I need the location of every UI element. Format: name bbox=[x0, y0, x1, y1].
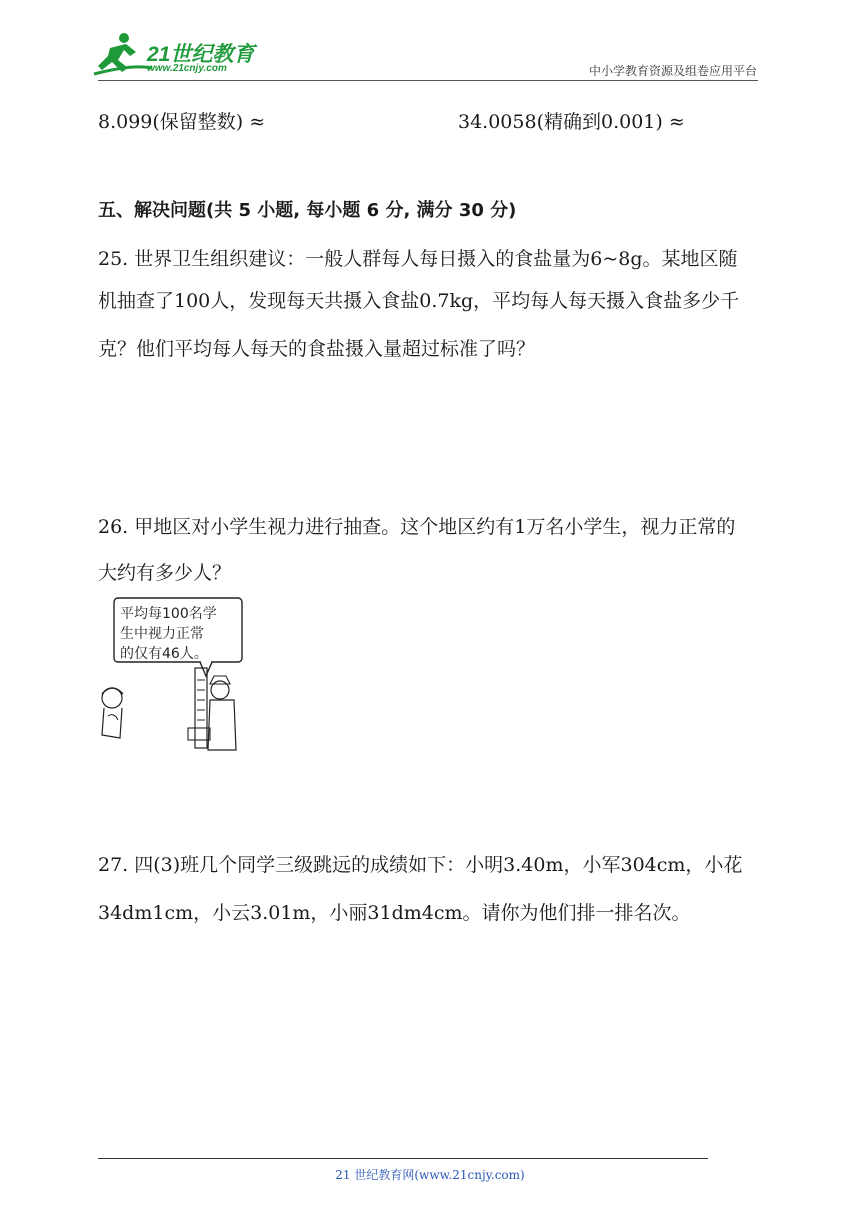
eye-test-illustration bbox=[96, 590, 246, 755]
logo-name: 21世纪教育 bbox=[147, 43, 255, 66]
q25-line1: 25. 世界卫生组织建议：一般人群每人每日摄入的食盐量为6~8g。某地区随 bbox=[98, 248, 738, 270]
logo-url: www.21cnjy.com bbox=[147, 63, 227, 74]
q27-line2: 34dm1cm，小云3.01m，小丽31dm4cm。请你为他们排一排名次。 bbox=[98, 902, 691, 924]
section-title: 五、解决问题(共 5 小题, 每小题 6 分, 满分 30 分) bbox=[98, 200, 517, 221]
q27-line1: 27. 四(3)班几个同学三级跳远的成绩如下：小明3.40m，小军304cm，小花 bbox=[98, 854, 743, 876]
q25-line2: 机抽查了100人，发现每天共摄入食盐0.7kg，平均每人每天摄入食盐多少千 bbox=[98, 290, 740, 312]
platform-caption: 中小学教育资源及组卷应用平台 bbox=[588, 64, 757, 78]
q26-line2: 大约有多少人？ bbox=[98, 562, 232, 584]
rounding-left: 8.099(保留整数) ≈ bbox=[98, 111, 266, 133]
bubble-line1: 平均每100名学 bbox=[120, 606, 217, 622]
footer-text: 21 世纪教育网(www.21cnjy.com) bbox=[335, 1168, 525, 1182]
q26-line1: 26. 甲地区对小学生视力进行抽查。这个地区约有1万名小学生，视力正常的 bbox=[98, 516, 736, 538]
rounding-right: 34.0058(精确到0.001) ≈ bbox=[458, 111, 685, 133]
q25-line3: 克？他们平均每人每天的食盐摄入量超过标准了吗？ bbox=[98, 338, 536, 360]
bubble-line2: 生中视力正常 bbox=[120, 626, 204, 642]
bubble-line3: 的仅有46人。 bbox=[120, 646, 208, 662]
page-header bbox=[0, 0, 860, 90]
header-divider bbox=[98, 80, 758, 81]
bubble-text bbox=[120, 604, 217, 664]
footer-divider bbox=[98, 1158, 708, 1159]
